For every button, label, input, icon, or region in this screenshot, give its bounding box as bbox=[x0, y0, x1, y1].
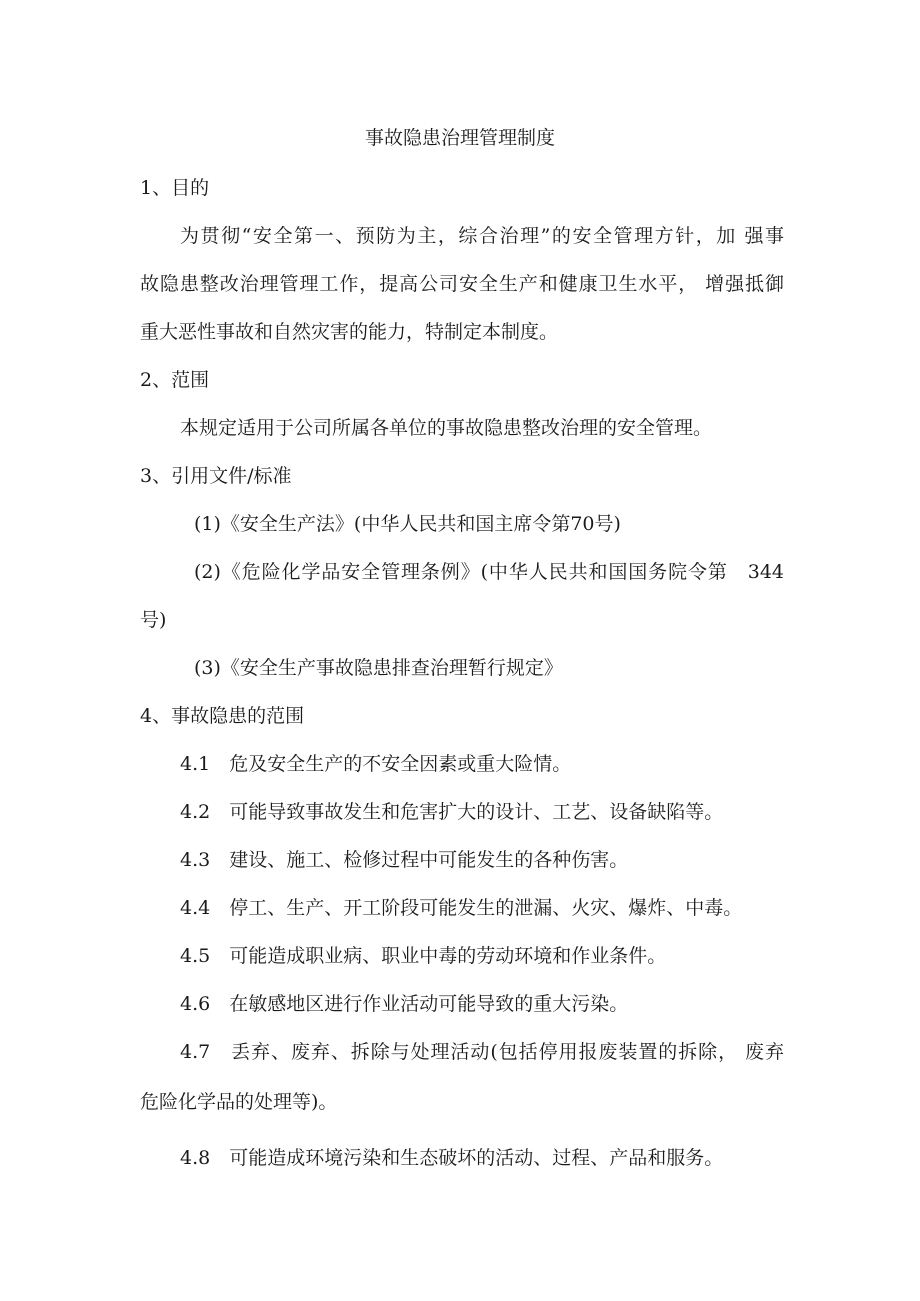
section-4-heading: 4、事故隐患的范围 bbox=[140, 705, 305, 727]
scope-item-4-7-line-1: 4.7 丢弃、废弃、拆除与处理活动(包括停用报废装置的拆除， 废弃 bbox=[180, 1041, 784, 1063]
scope-item-4-1: 4.1 危及安全生产的不安全因素或重大险情。 bbox=[180, 753, 572, 775]
scope-item-4-4: 4.4 停工、生产、开工阶段可能发生的泄漏、火灾、爆炸、中毒。 bbox=[180, 897, 743, 919]
reference-item-2-line-2: 号) bbox=[140, 609, 167, 631]
scope-item-4-7-line-2: 危险化学品的处理等)。 bbox=[140, 1091, 338, 1113]
section-1-heading: 1、目的 bbox=[140, 177, 210, 199]
section-2-heading: 2、范围 bbox=[140, 369, 210, 391]
reference-item-2-line-1: (2)《危险化学品安全管理条例》(中华人民共和国国务院令第 344 bbox=[194, 561, 784, 583]
scope-item-4-8: 4.8 可能造成环境污染和生态破坏的活动、过程、产品和服务。 bbox=[180, 1147, 724, 1169]
document-title: 事故隐患治理管理制度 bbox=[364, 127, 555, 149]
scope-item-4-2: 4.2 可能导致事故发生和危害扩大的设计、工艺、设备缺陷等。 bbox=[180, 801, 724, 823]
scope-item-4-6: 4.6 在敏感地区进行作业活动可能导致的重大污染。 bbox=[180, 993, 629, 1015]
section-1-paragraph-line-1: 为贯彻“安全第一、预防为主，综合治理”的安全管理方针，加 强事 bbox=[180, 225, 784, 247]
scope-item-4-5: 4.5 可能造成职业病、职业中毒的劳动环境和作业条件。 bbox=[180, 945, 667, 967]
scope-item-4-3: 4.3 建设、施工、检修过程中可能发生的各种伤害。 bbox=[180, 849, 629, 871]
section-1-paragraph-line-3: 重大恶性事故和自然灾害的能力，特制定本制度。 bbox=[140, 321, 559, 343]
reference-item-1: (1)《安全生产法》(中华人民共和国主席令第70号) bbox=[194, 513, 621, 535]
section-3-heading: 3、引用文件/标准 bbox=[140, 465, 292, 487]
reference-item-3: (3)《安全生产事故隐患排查治理暂行规定》 bbox=[194, 657, 563, 679]
section-1-paragraph-line-2: 故隐患整改治理管理工作，提高公司安全生产和健康卫生水平， 增强抵御 bbox=[140, 273, 784, 295]
section-2-paragraph: 本规定适用于公司所属各单位的事故隐患整改治理的安全管理。 bbox=[180, 417, 713, 439]
